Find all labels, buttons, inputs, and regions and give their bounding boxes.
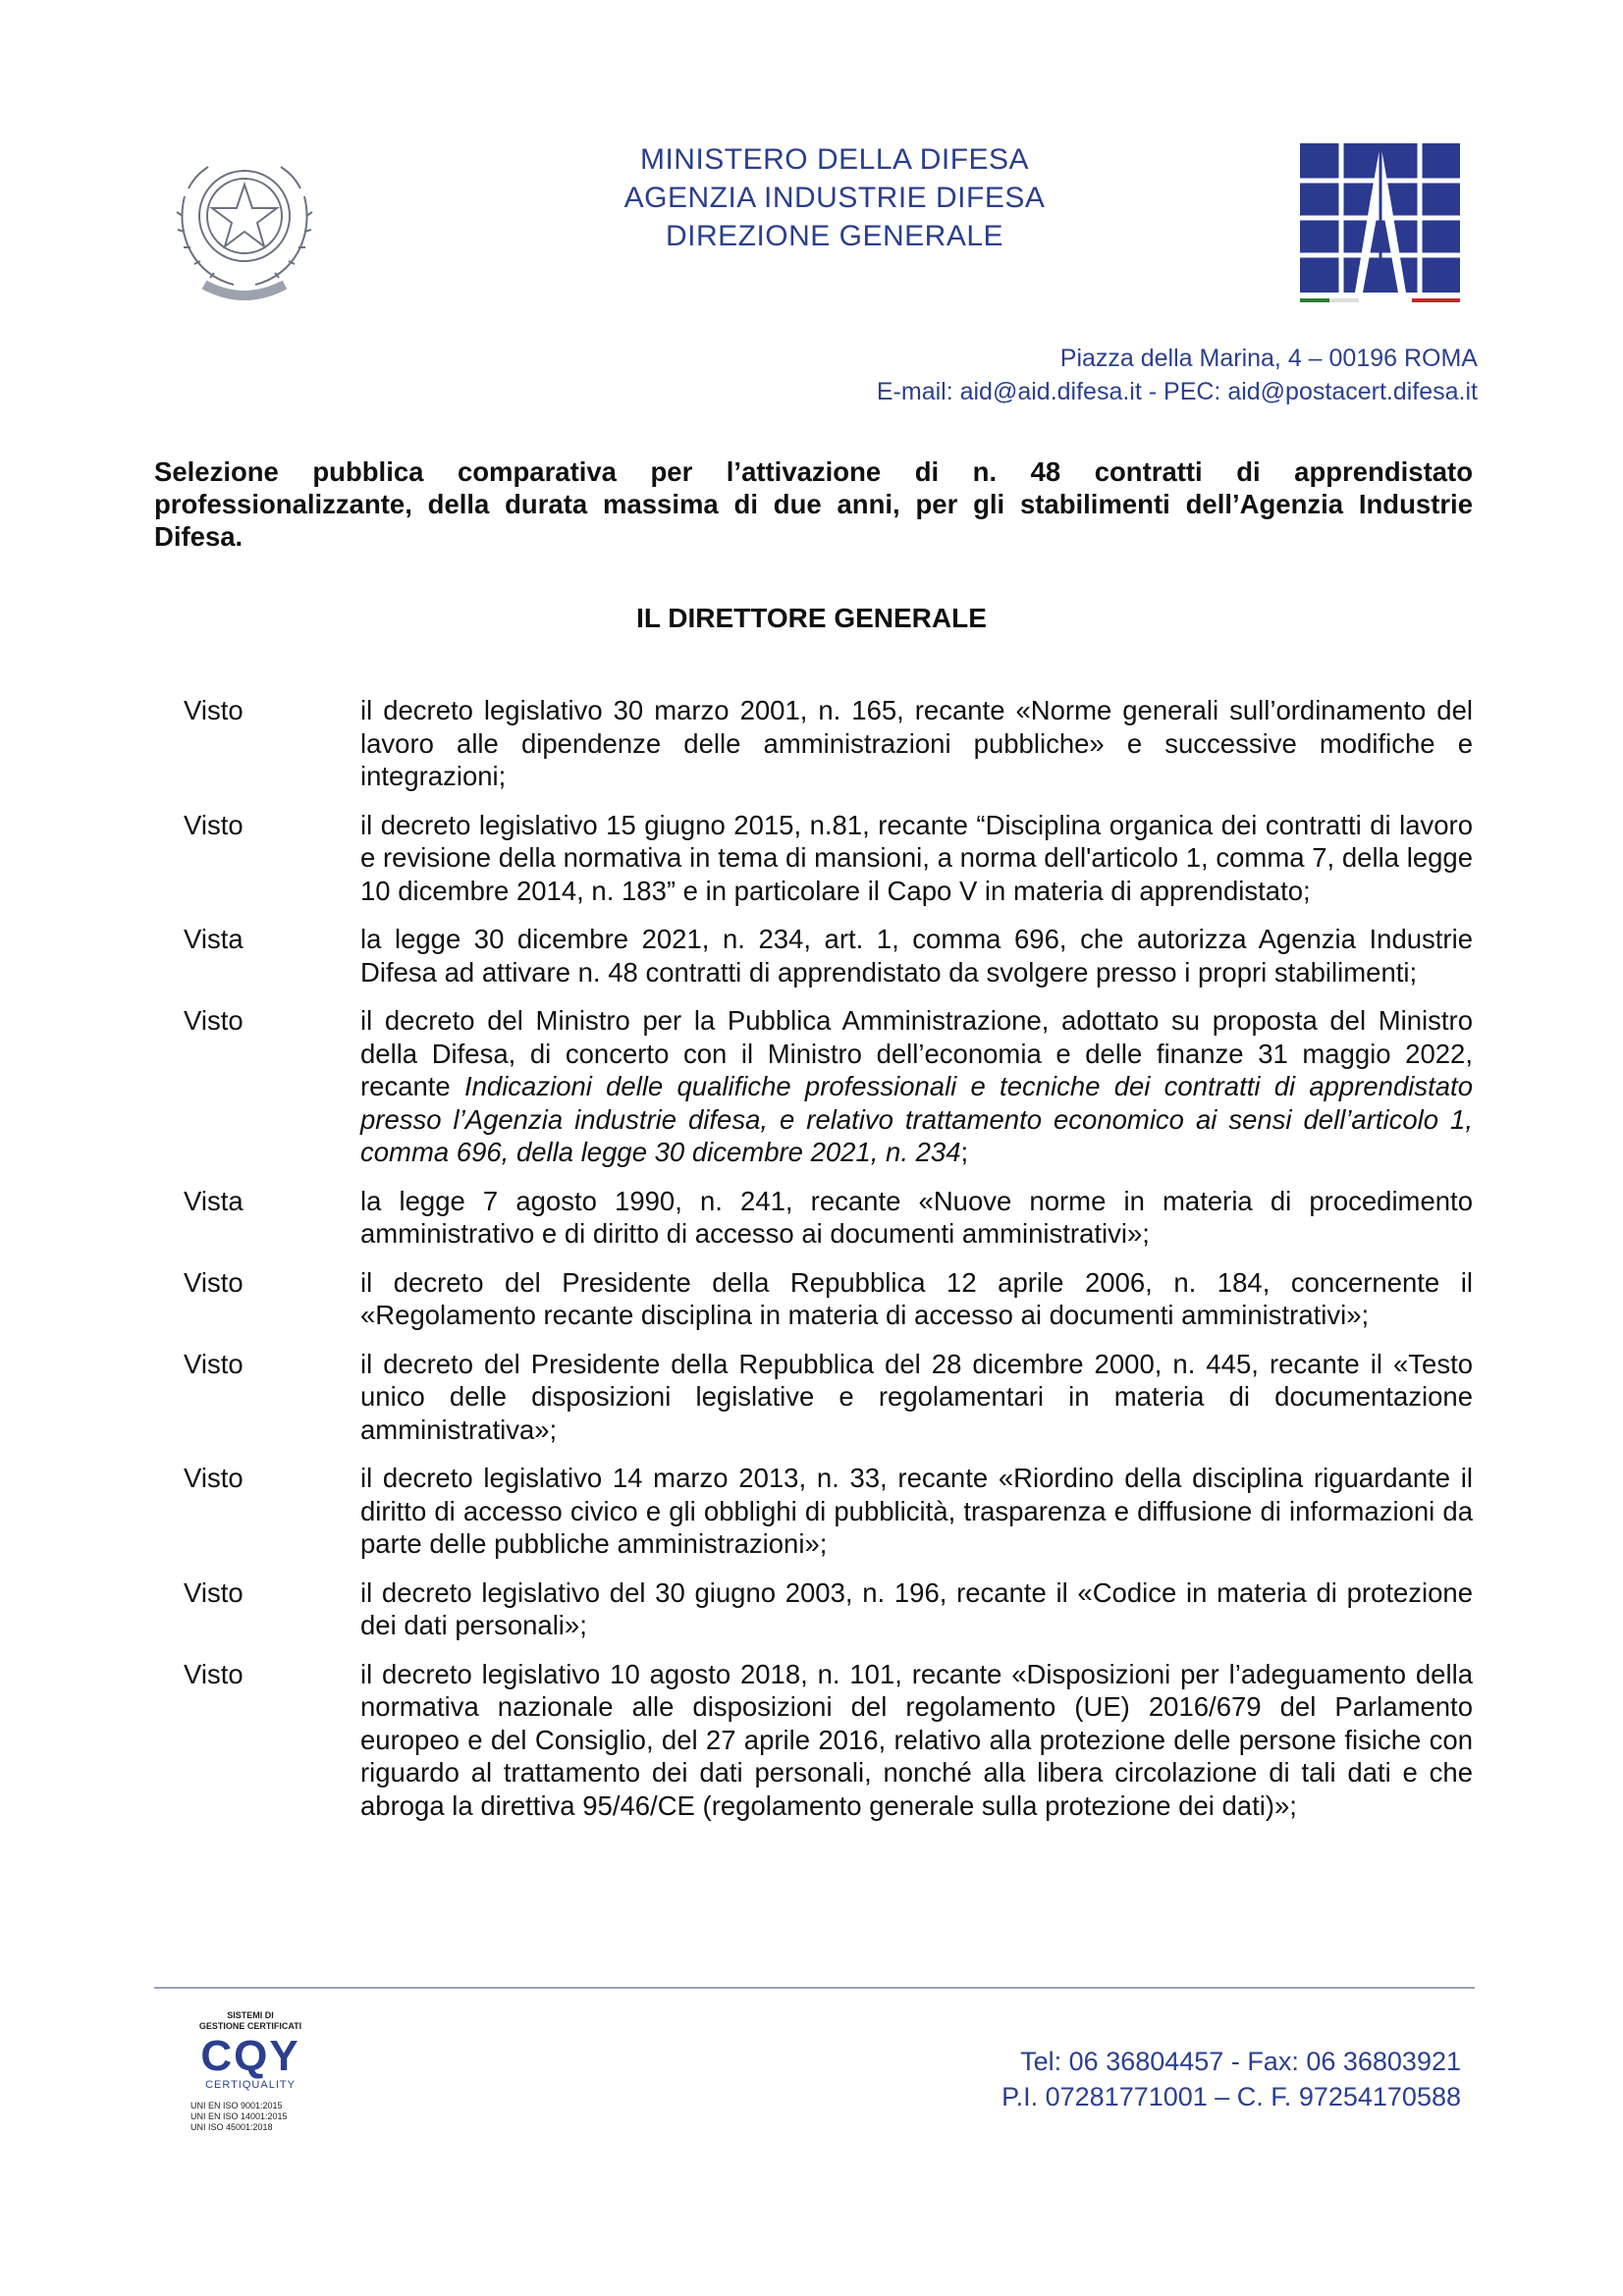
italian-republic-emblem-icon xyxy=(165,137,324,304)
premise-text-italic: Indicazioni delle qualifiche professionali e tecniche dei contratti di apprendistato presso l’Agenzia industrie difesa, e relativo trattamento economico ai sensi dell’articolo 1, comma 696, della legge 30 dicembre 2021, n. 234 xyxy=(360,1071,1473,1167)
tax-codes-line: P.I. 07281771001 – C. F. 97254170588 xyxy=(1001,2082,1461,2111)
agency-title: AGENZIA INDUSTRIE DIFESA xyxy=(623,182,1046,214)
premise-label: Visto xyxy=(184,1005,243,1036)
premise-label: Visto xyxy=(184,809,243,840)
certiquality-logo xyxy=(177,2010,324,2177)
address: Piazza della Marina, 4 – 00196 ROMA xyxy=(1059,345,1478,372)
premise-item xyxy=(154,694,1473,793)
premise-item xyxy=(154,1658,1473,1823)
premise-text: il decreto legislativo 15 giugno 2015, n.81, recante “Disciplina organica dei contratti di lavoro e revisione della normativa in tema di mansioni, a norma dell'articolo 1, comma 7, della legge 10 dicembre 2014, n. 183” e in particolare il Capo V in materia di apprendistato; xyxy=(360,809,1473,906)
cert-brand: CQY xyxy=(200,2032,300,2080)
premise-text-plain: il decreto del Ministro per la Pubblica Amministrazione, adottato su proposta del Ministro della Difesa, di concerto con il Ministro dell’economia e delle finanze 31 maggio 2022, recante xyxy=(360,1005,1473,1101)
premise-label: Visto xyxy=(184,1463,243,1493)
premise-item xyxy=(154,1266,1473,1332)
premise-text-tail: ; xyxy=(960,1137,969,1167)
premise-text: il decreto del Presidente della Repubblica del 28 dicembre 2000, n. 445, recante il «Testo unico delle disposizioni legislative e regolamentari in materia di documentazione amministrativa»; xyxy=(360,1348,1473,1445)
footer-divider xyxy=(154,1987,1475,1989)
email-line: E-mail: aid@aid.difesa.it - PEC: aid@postacert.difesa.it xyxy=(876,378,1478,405)
premise-label: Vista xyxy=(184,1185,243,1216)
cert-title-line1: SISTEMI DI xyxy=(227,2010,274,2020)
premise-item xyxy=(154,1576,1473,1642)
premise-text: la legge 30 dicembre 2021, n. 234, art. 1, comma 696, che autorizza Agenzia Industrie Difesa ad attivare n. 48 contratti di apprendistato da svolgere presso i propri stabilimenti; xyxy=(360,924,1473,988)
ministry-title: MINISTERO DELLA DIFESA xyxy=(639,143,1030,176)
premise-text: il decreto legislativo del 30 giugno 2003, n. 196, recante il «Codice in materia di protezione dei dati personali»; xyxy=(360,1576,1473,1640)
document-subject: Selezione pubblica comparativa per l’attivazione di n. 48 contratti di apprendistato professionalizzante, della durata massima di due anni, per gli stabilimenti dell’Agenzia Industrie Difesa. xyxy=(154,456,1473,552)
premise-item xyxy=(154,1185,1473,1251)
premise-label: Vista xyxy=(184,924,243,954)
footer-contacts xyxy=(1001,2044,1461,2114)
agenzia-industrie-difesa-logo-icon xyxy=(1294,139,1466,308)
contact-block xyxy=(877,342,1478,408)
premise-text: il decreto legislativo 10 agosto 2018, n. 101, recante «Disposizioni per l’adeguamento della normativa nazionale alle disposizioni del regolamento (UE) 2016/679 del Parlamento europeo e del Consiglio, del 27 aprile 2016, relativo alla protezione delle persone fisiche con riguardo al trattamento dei dati personali, nonché alla libera circolazione di tali dati e che abroga la direttiva 95/46/CE (regolamento generale sulla protezione dei dati)»; xyxy=(360,1658,1473,1821)
document-heading: IL DIRETTORE GENERALE xyxy=(636,603,987,633)
cert-standard-1: UNI EN ISO 9001:2015 xyxy=(190,2101,283,2110)
premise-item xyxy=(154,923,1473,988)
premise-label: Visto xyxy=(184,1266,243,1298)
premise-label: Visto xyxy=(184,695,243,725)
cert-name: CERTIQUALITY xyxy=(205,2079,296,2091)
premise-label: Visto xyxy=(184,1348,243,1379)
premise-text: il decreto legislativo 14 marzo 2013, n. 33, recante «Riordino della disciplina riguardante il diritto di accesso civico e gli obblighi di pubblicità, trasparenza e diffusione di informazioni da parte delle pubbliche amministrazioni»; xyxy=(360,1463,1473,1559)
premise-text: il decreto legislativo 30 marzo 2001, n. 165, recante «Norme generali sull’ordinamento del lavoro alle dipendenze delle amministrazioni pubbliche» e successive modifiche e integrazioni; xyxy=(360,695,1473,791)
premise-text: il decreto del Presidente della Repubblica 12 aprile 2006, n. 184, concernente il «Regolamento recante disciplina in materia di accesso ai documenti amministrativi»; xyxy=(360,1266,1473,1330)
cert-title-line2: GESTIONE CERTIFICATI xyxy=(198,2021,302,2031)
premises-list xyxy=(154,694,1473,1838)
phone-fax-line: Tel: 06 36804457 - Fax: 06 36803921 xyxy=(1020,2047,1461,2076)
header-titles xyxy=(550,140,1119,255)
premise-text xyxy=(360,1004,1473,1169)
cert-standard-3: UNI ISO 45001:2018 xyxy=(190,2122,273,2132)
premise-item xyxy=(154,1462,1473,1561)
premise-item xyxy=(154,1004,1473,1169)
premise-label: Visto xyxy=(184,1658,243,1689)
premise-text: la legge 7 agosto 1990, n. 241, recante «Nuove norme in materia di procedimento amministrativo e di diritto di accesso ai documenti amministrativi»; xyxy=(360,1185,1473,1249)
direction-title: DIREZIONE GENERALE xyxy=(665,220,1004,252)
premise-label: Visto xyxy=(184,1576,243,1608)
cert-standard-2: UNI EN ISO 14001:2015 xyxy=(190,2111,288,2121)
premise-item xyxy=(154,809,1473,908)
premise-item xyxy=(154,1348,1473,1447)
